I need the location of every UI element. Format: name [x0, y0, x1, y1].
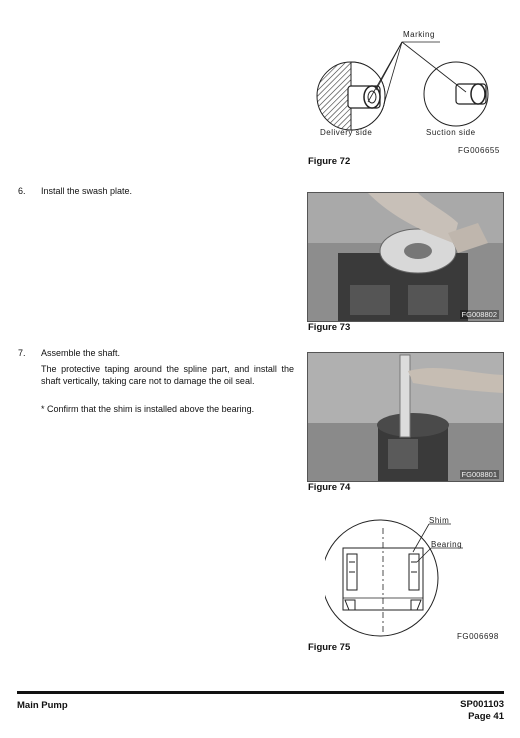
figure-74-caption: Figure 74	[308, 482, 351, 493]
suction-side-label: Suction side	[426, 128, 476, 137]
figure-73-code: FG008802	[461, 310, 497, 319]
step-7-note: * Confirm that the shim is installed above the bearing.	[41, 404, 255, 414]
step-6-number: 6.	[18, 186, 26, 196]
figure-75-code: FG006698	[457, 632, 499, 641]
figure-75-drawing	[325, 514, 485, 638]
footer-doc-code: SP001103	[460, 699, 504, 710]
shim-label: Shim	[429, 516, 450, 525]
step-7-number: 7.	[18, 348, 26, 358]
figure-73-illustration	[308, 193, 503, 321]
step-6-title: Install the swash plate.	[41, 186, 133, 196]
figure-73-photo	[307, 192, 504, 322]
figure-72-caption: Figure 72	[308, 156, 351, 167]
bearing-label: Bearing	[431, 540, 463, 549]
marking-label: Marking	[403, 30, 435, 39]
step-7-body: The protective taping around the spline part, and install the shaft vertically, taking care not to damage the oil seal.	[41, 364, 294, 386]
figure-72-code: FG006655	[458, 146, 500, 155]
figure-74-code: FG008801	[461, 470, 497, 479]
figure-75-caption: Figure 75	[308, 642, 351, 653]
figure-73-caption: Figure 73	[308, 322, 351, 333]
footer-section-title: Main Pump	[17, 700, 68, 711]
delivery-side-label: Delivery side	[320, 128, 373, 137]
step-7-title: Assemble the shaft.	[41, 348, 121, 358]
footer-rule	[17, 691, 504, 694]
figure-74-illustration	[308, 353, 503, 481]
figure-72-diagram	[306, 28, 506, 152]
footer-page-number: Page 41	[468, 711, 504, 722]
figure-75-diagram	[325, 514, 485, 638]
figure-74-photo	[307, 352, 504, 482]
